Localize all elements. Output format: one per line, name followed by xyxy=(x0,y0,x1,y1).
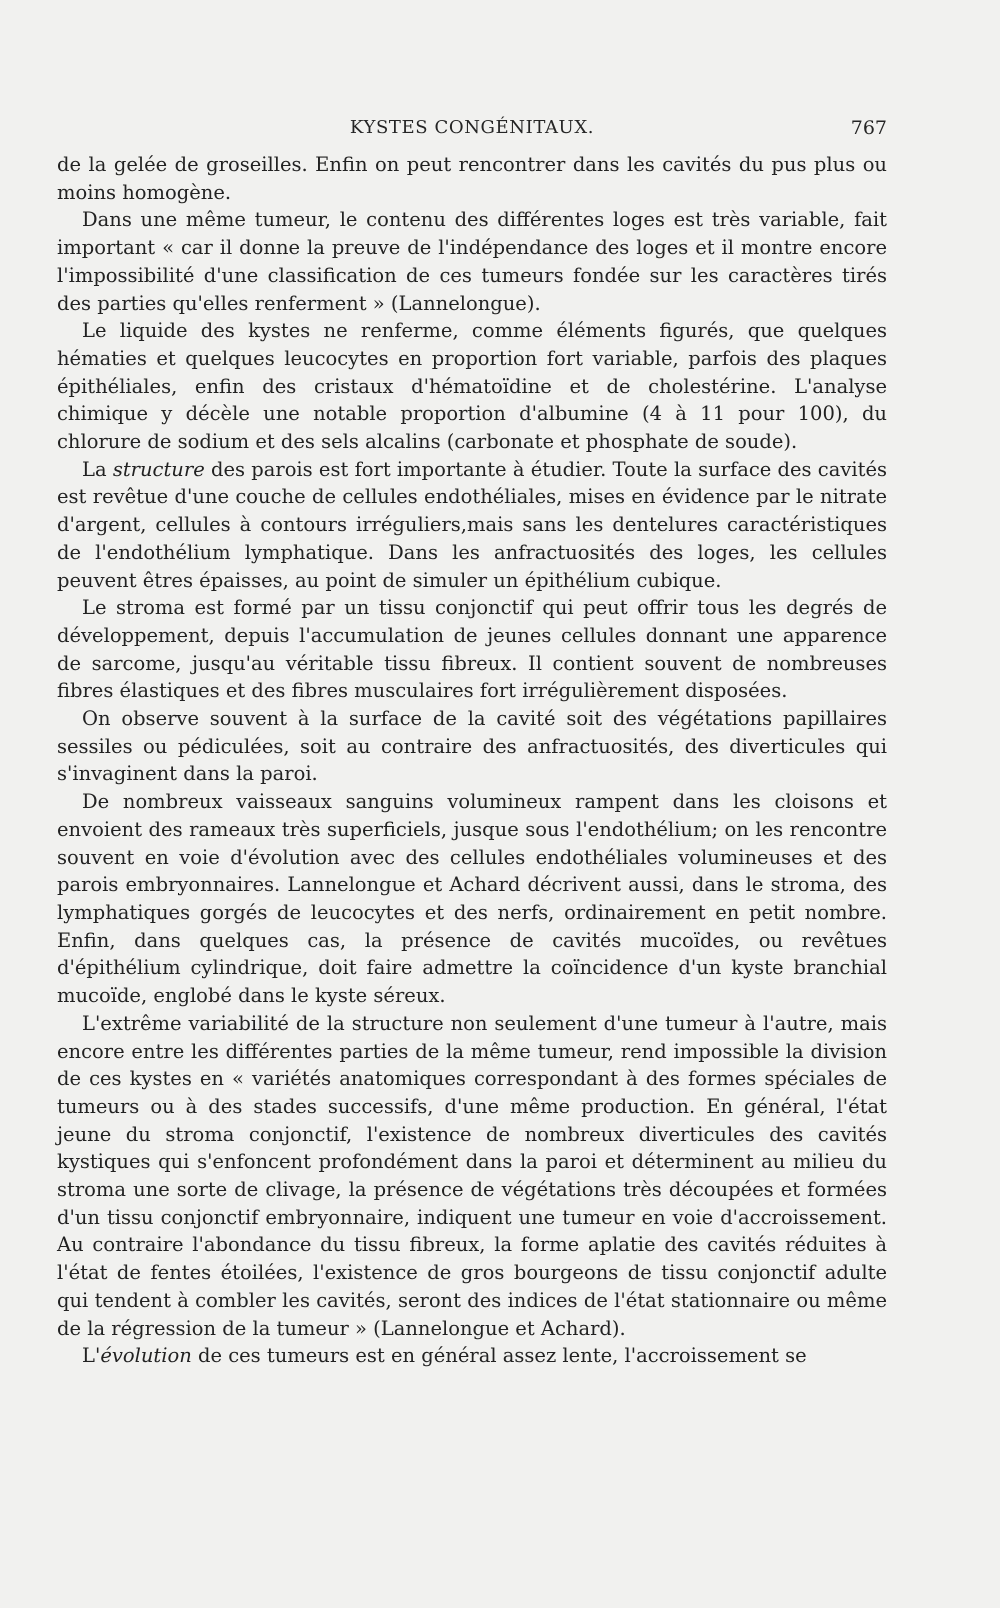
paragraph-text: L'extrême variabilité de la structure non seulement d'une tumeur à l'autre, mais encore entre les différentes parties de la même tumeur, rend impossible la division de ces kystes en « variétés anatomiques correspondant à des formes spéciales de tumeurs ou à des stades successifs, d'une même production. En général, l'état jeune du stroma conjonctif, l'existence de nombreux diverticules des cavités kystiques qui s'enfoncent profondément dans la paroi et déterminent au milieu du stroma une sorte de clivage, la présence de végétations très découpées et formées d'un tissu conjonctif embryonnaire, indiquent une tumeur en voie d'accroissement. Au contraire l'abondance du tissu fibreux, la forme aplatie des cavités réduites à l'état de fentes étoilées, l'existence de gros bourgeons de tissu conjonctif adulte qui tendent à combler les cavités, seront des indices de l'état stationnaire ou même de la régression de la tumeur » (Lannelongue et Achard). xyxy=(57,1011,887,1340)
paragraph-text: Le liquide des kystes ne renferme, comme éléments figurés, que quelques hématies et quelques leucocytes en proportion fort variable, parfois des plaques épithéliales, enfin des cristaux d'hématoïdine et de cholestérine. L'analyse chimique y décèle une notable proportion d'albumine (4 à 11 pour 100), du chlorure de sodium et des sels alcalins (carbonate et phosphate de soude). xyxy=(57,319,887,454)
italic-term-structure: structure xyxy=(112,457,205,481)
body-text xyxy=(57,151,887,1370)
paragraph-structure xyxy=(57,456,887,595)
paragraph-text: Le stroma est formé par un tissu conjonctif qui peut offrir tous les degrés de développement, depuis l'accumulation de jeunes cellules donnant une apparence de sarcome, jusqu'au véritable tissu fibreux. Il contient souvent de nombreuses fibres élastiques et des fibres musculaires fort irrégulièrement disposées. xyxy=(57,596,887,703)
paragraph-vaisseaux xyxy=(57,788,887,1010)
paragraph-vegetations xyxy=(57,705,887,788)
paragraph-contenu-loges xyxy=(57,206,887,317)
paragraph-liquide xyxy=(57,317,887,456)
paragraph-text: de la gelée de groseilles. Enfin on peut rencontrer dans les cavités du pus plus ou moins homogène. xyxy=(57,153,887,204)
paragraph-evolution xyxy=(57,1342,887,1370)
paragraph-continuation xyxy=(57,151,887,206)
paragraph-variabilite xyxy=(57,1010,887,1342)
italic-term-evolution: évolution xyxy=(100,1344,192,1368)
page-header xyxy=(57,117,887,143)
paragraph-text: On observe souvent à la surface de la cavité soit des végétations papillaires sessiles ou pédiculées, soit au contraire des anfractuosités, des diverticules qui s'invaginent dans la paroi. xyxy=(57,707,887,786)
paragraph-text: De nombreux vaisseaux sanguins volumineux rampent dans les cloisons et envoient des rameaux très superficiels, jusque sous l'endothélium; on les rencontre souvent en voie d'évolution avec des cellules endothéliales volumineuses et des parois embryonnaires. Lannelongue et Achard décrivent aussi, dans le stroma, des lymphatiques gorgés de leucocytes et des nerfs, ordinairement en petit nombre. Enfin, dans quelques cas, la présence de cavités mucoïdes, ou revêtues d'épithélium cylindrique, doit faire admettre la coïncidence d'un kyste branchial mucoïde, englobé dans le kyste séreux. xyxy=(57,790,887,1008)
paragraph-lead: L' xyxy=(82,1344,101,1368)
running-title: KYSTES CONGÉNITAUX. xyxy=(349,117,595,138)
paragraph-text: Dans une même tumeur, le contenu des différentes loges est très variable, fait important « car il donne la preuve de l'indépendance des loges et il montre encore l'impossibilité d'une classification de ces tumeurs fondée sur les caractères tirés des parties qu'elles renferment » (Lannelongue). xyxy=(57,208,887,315)
paragraph-text: des parois est fort importante à étudier. Toute la surface des cavités est revêtue d'une couche de cellules endothéliales, mises en évidence par le nitrate d'argent, cellules à contours irréguliers,mais sans les dentelures caractéristiques de l'endothélium lymphatique. Dans les anfractuosités des loges, les cellules peuvent êtres épaisses, au point de simuler un épithélium cubique. xyxy=(57,457,887,592)
paragraph-lead: La xyxy=(82,457,113,481)
paragraph-stroma xyxy=(57,594,887,705)
page-number: 767 xyxy=(850,117,887,139)
paragraph-text: de ces tumeurs est en général assez lente, l'accroissement se xyxy=(191,1344,807,1368)
